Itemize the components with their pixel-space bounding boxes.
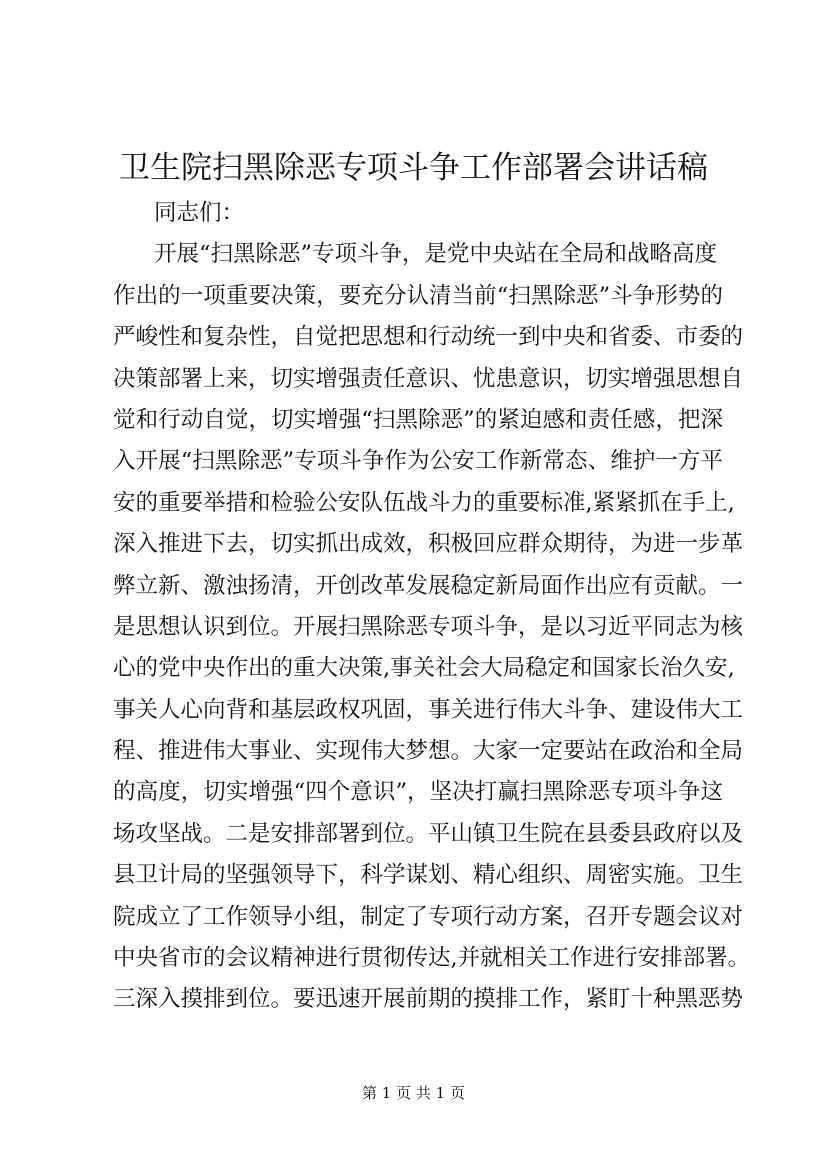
paragraph-line: 场攻坚战。二是安排部署到位。平山镇卫生院在县委县政府以及 — [113, 820, 744, 847]
paragraph-line: 事关人心向背和基层政权巩固，事关进行伟大斗争、建设伟大工 — [113, 696, 744, 723]
document-body — [113, 193, 751, 1021]
page-footer: 第 1 页 共 1 页 — [362, 1084, 465, 1102]
paragraph-line: 入开展“扫黑除恶”专项斗争作为公安工作新常态、维护一方平 — [113, 448, 723, 475]
paragraph-line: 作出的一项重要决策，要充分认清当前“扫黑除恶”斗争形势的 — [113, 282, 723, 309]
paragraph-line: 是思想认识到位。开展扫黑除恶专项斗争，是以习近平同志为核 — [113, 613, 744, 640]
paragraph-line: 弊立新、激浊扬清，开创改革发展稳定新局面作出应有贡献。一 — [113, 572, 744, 599]
paragraph-line: 心的党中央作出的重大决策,事关社会大局稳定和国家长治久安, — [113, 655, 735, 682]
paragraph-line: 县卫计局的坚强领导下，科学谋划、精心组织、周密实施。卫生 — [113, 862, 744, 889]
paragraph-line: 的高度，切实增强“四个意识”，坚决打赢扫黑除恶专项斗争这 — [113, 779, 723, 806]
paragraph-line: 严峻性和复杂性，自觉把思想和行动统一到中央和省委、市委的 — [113, 324, 744, 351]
paragraph-line: 深入推进下去，切实抓出成效，积极回应群众期待，为进一步革 — [113, 531, 744, 558]
paragraph-line: 程、推进伟大事业、实现伟大梦想。大家一定要站在政治和全局 — [113, 738, 744, 765]
document-title: 卫生院扫黑除恶专项斗争工作部署会讲话稿 — [119, 150, 708, 186]
paragraph-line: 院成立了工作领导小组，制定了专项行动方案，召开专题会议对 — [113, 903, 744, 930]
paragraph-line: 安的重要举措和检验公安队伍战斗力的重要标准,紧紧抓在手上, — [113, 489, 735, 516]
salutation: 同志们： — [154, 200, 245, 226]
paragraph-line: 觉和行动自觉，切实增强“扫黑除恶”的紧迫感和责任感，把深 — [113, 406, 723, 433]
paragraph-line: 开展“扫黑除恶”专项斗争，是党中央站在全局和战略高度 — [154, 241, 718, 268]
paragraph-line: 三深入摸排到位。要迅速开展前期的摸排工作，紧盯十种黑恶势 — [113, 986, 744, 1013]
paragraph-line: 决策部署上来，切实增强责任意识、忧患意识，切实增强思想自 — [113, 365, 744, 392]
paragraph-line: 中央省市的会议精神进行贯彻传达,并就相关工作进行安排部署。 — [113, 945, 751, 972]
